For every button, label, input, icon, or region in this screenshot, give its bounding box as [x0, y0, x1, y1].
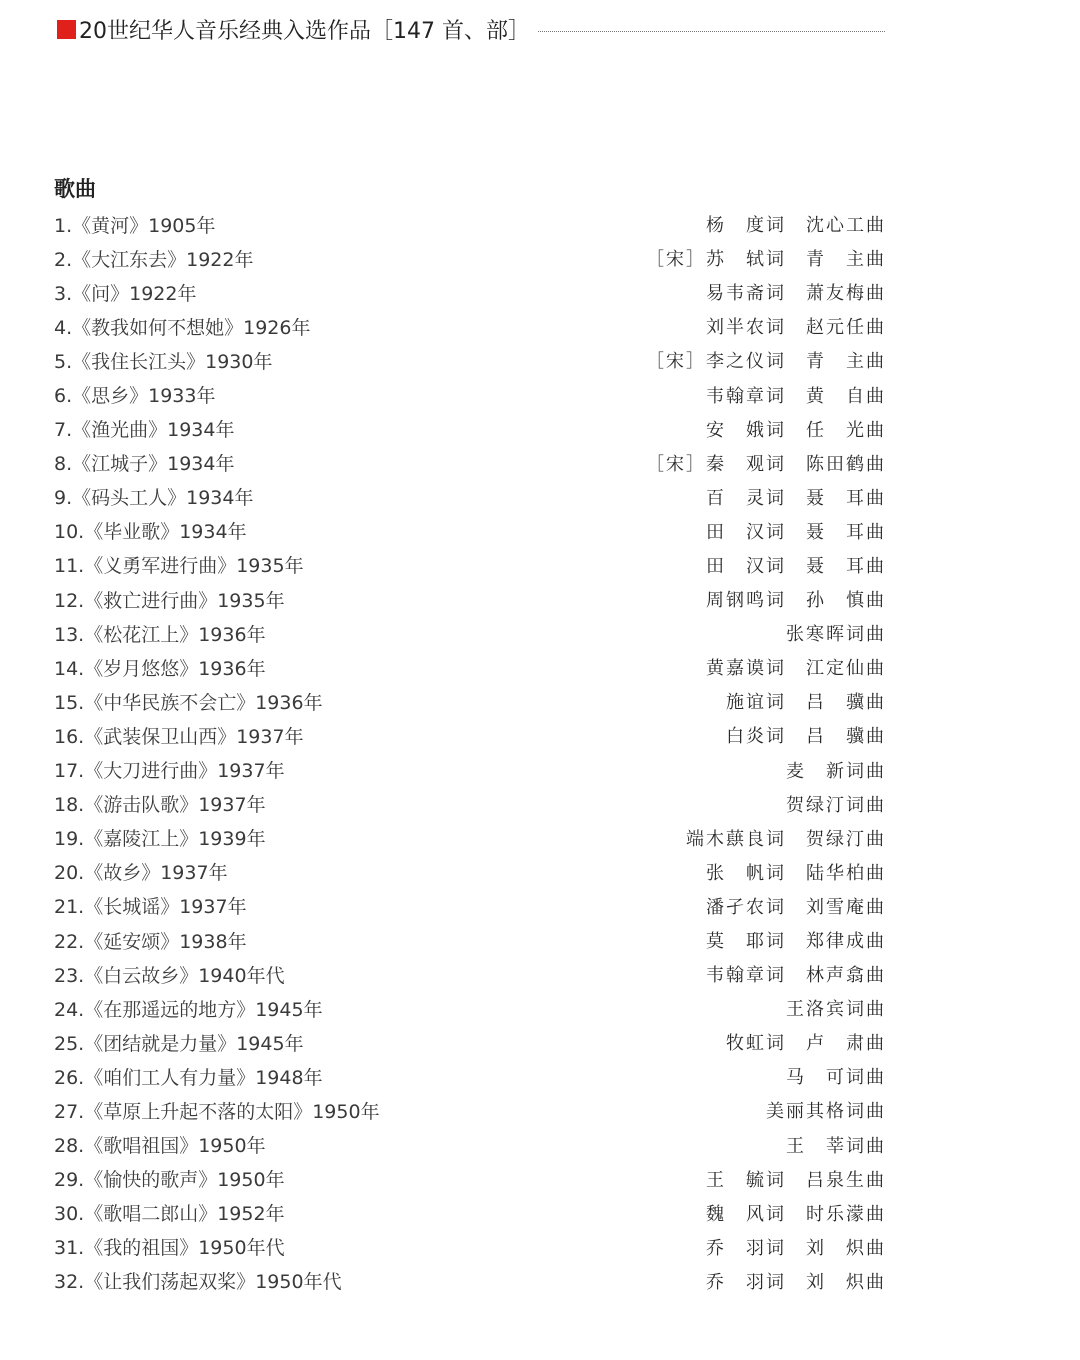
song-row: [54, 1025, 886, 1059]
song-title: 14.《岁月悠悠》1936年: [54, 657, 266, 680]
song-row: [54, 787, 886, 821]
song-credits: ［宋］李之仪词 青 主曲: [646, 351, 886, 373]
song-title: 12.《救亡进行曲》1935年: [54, 589, 285, 612]
song-row: [54, 855, 886, 889]
song-credits: 韦翰章词 林声翕曲: [706, 965, 886, 987]
song-credits: 易韦斋词 萧友梅曲: [706, 283, 886, 305]
song-credits: 牧虹词 卢 肃曲: [726, 1033, 886, 1055]
song-title: 26.《咱们工人有力量》1948年: [54, 1066, 323, 1089]
song-credits: 黄嘉谟词 江定仙曲: [706, 658, 886, 680]
song-credits: 魏 风词 时乐濛曲: [706, 1203, 886, 1225]
song-title: 4.《教我如何不想她》1926年: [54, 316, 311, 339]
song-credits: 张 帆词 陆华柏曲: [706, 862, 886, 884]
song-title: 22.《延安颂》1938年: [54, 930, 247, 953]
page-header: [57, 14, 885, 44]
song-title: 24.《在那遥远的地方》1945年: [54, 998, 323, 1021]
song-list: [54, 207, 886, 1298]
song-row: [54, 275, 886, 309]
song-title: 13.《松花江上》1936年: [54, 623, 266, 646]
song-credits: 马 可词曲: [786, 1067, 886, 1089]
red-square-marker: [57, 20, 76, 39]
song-row: [54, 207, 886, 241]
song-row: [54, 821, 886, 855]
song-title: 10.《毕业歌》1934年: [54, 521, 247, 544]
song-row: [54, 1128, 886, 1162]
song-row: [54, 412, 886, 446]
song-credits: 杨 度词 沈心工曲: [706, 215, 886, 237]
song-credits: ［宋］苏 轼词 青 主曲: [646, 249, 886, 271]
song-title: 18.《游击队歌》1937年: [54, 794, 266, 817]
song-title: 9.《码头工人》1934年: [54, 487, 254, 510]
song-credits: 王 莘词曲: [786, 1135, 886, 1157]
song-row: [54, 309, 886, 343]
song-title: 27.《草原上升起不落的太阳》1950年: [54, 1100, 380, 1123]
song-title: 7.《渔光曲》1934年: [54, 419, 235, 442]
song-title: 31.《我的祖国》1950年代: [54, 1237, 285, 1260]
song-row: [54, 889, 886, 923]
song-credits: 莫 耶词 郑律成曲: [706, 931, 886, 953]
song-title: 32.《让我们荡起双桨》1950年代: [54, 1271, 342, 1294]
song-title: 5.《我住长江头》1930年: [54, 350, 273, 373]
song-credits: 施谊词 吕 骥曲: [726, 692, 886, 714]
song-credits: 白炎词 吕 骥曲: [726, 726, 886, 748]
song-title: 8.《江城子》1934年: [54, 453, 235, 476]
song-row: [54, 616, 886, 650]
song-title: 30.《歌唱二郎山》1952年: [54, 1203, 285, 1226]
header-title: 20世纪华人音乐经典入选作品［147 首、部］: [79, 18, 530, 44]
song-row: [54, 446, 886, 480]
song-credits: 王洛宾词曲: [786, 999, 886, 1021]
song-row: [54, 957, 886, 991]
song-title: 3.《问》1922年: [54, 282, 197, 305]
song-title: 28.《歌唱祖国》1950年: [54, 1135, 266, 1158]
song-credits: 麦 新词曲: [786, 760, 886, 782]
section-title: 歌曲: [54, 176, 96, 201]
song-row: [54, 684, 886, 718]
song-credits: 周钢鸣词 孙 慎曲: [706, 590, 886, 612]
song-title: 2.《大江东去》1922年: [54, 248, 254, 271]
song-row: [54, 582, 886, 616]
song-row: [54, 718, 886, 752]
song-title: 25.《团结就是力量》1945年: [54, 1032, 304, 1055]
song-title: 6.《思乡》1933年: [54, 385, 216, 408]
song-credits: 韦翰章词 黄 自曲: [706, 385, 886, 407]
song-row: [54, 1093, 886, 1127]
song-row: [54, 548, 886, 582]
song-credits: 田 汉词 聂 耳曲: [706, 555, 886, 577]
song-row: [54, 1196, 886, 1230]
song-credits: 端木蕻良词 贺绿汀曲: [686, 828, 886, 850]
song-row: [54, 650, 886, 684]
song-row: [54, 343, 886, 377]
song-credits: 刘半农词 赵元任曲: [706, 317, 886, 339]
song-credits: 安 娥词 任 光曲: [706, 419, 886, 441]
song-credits: 乔 羽词 刘 炽曲: [706, 1271, 886, 1293]
song-credits: 乔 羽词 刘 炽曲: [706, 1237, 886, 1259]
song-row: [54, 1059, 886, 1093]
song-credits: ［宋］秦 观词 陈田鹤曲: [646, 453, 886, 475]
song-credits: 张寒晖词曲: [786, 624, 886, 646]
song-title: 29.《愉快的歌声》1950年: [54, 1169, 285, 1192]
song-title: 20.《故乡》1937年: [54, 862, 228, 885]
song-title: 15.《中华民族不会亡》1936年: [54, 691, 323, 714]
song-title: 11.《义勇军进行曲》1935年: [54, 555, 304, 578]
song-title: 17.《大刀进行曲》1937年: [54, 760, 285, 783]
song-title: 16.《武装保卫山西》1937年: [54, 725, 304, 748]
song-credits: 贺绿汀词曲: [786, 794, 886, 816]
song-title: 21.《长城谣》1937年: [54, 896, 247, 919]
song-row: [54, 1264, 886, 1298]
song-row: [54, 377, 886, 411]
song-credits: 王 毓词 吕泉生曲: [706, 1169, 886, 1191]
song-credits: 美丽其格词曲: [766, 1101, 886, 1123]
header-dotted-rule: [538, 31, 885, 32]
song-row: [54, 1230, 886, 1264]
song-row: [54, 923, 886, 957]
song-title: 1.《黄河》1905年: [54, 214, 216, 237]
song-row: [54, 480, 886, 514]
song-row: [54, 514, 886, 548]
song-row: [54, 1162, 886, 1196]
song-row: [54, 991, 886, 1025]
song-row: [54, 753, 886, 787]
song-credits: 百 灵词 聂 耳曲: [706, 487, 886, 509]
song-credits: 田 汉词 聂 耳曲: [706, 521, 886, 543]
song-row: [54, 241, 886, 275]
song-credits: 潘孑农词 刘雪庵曲: [706, 896, 886, 918]
song-title: 23.《白云故乡》1940年代: [54, 964, 285, 987]
song-title: 19.《嘉陵江上》1939年: [54, 828, 266, 851]
